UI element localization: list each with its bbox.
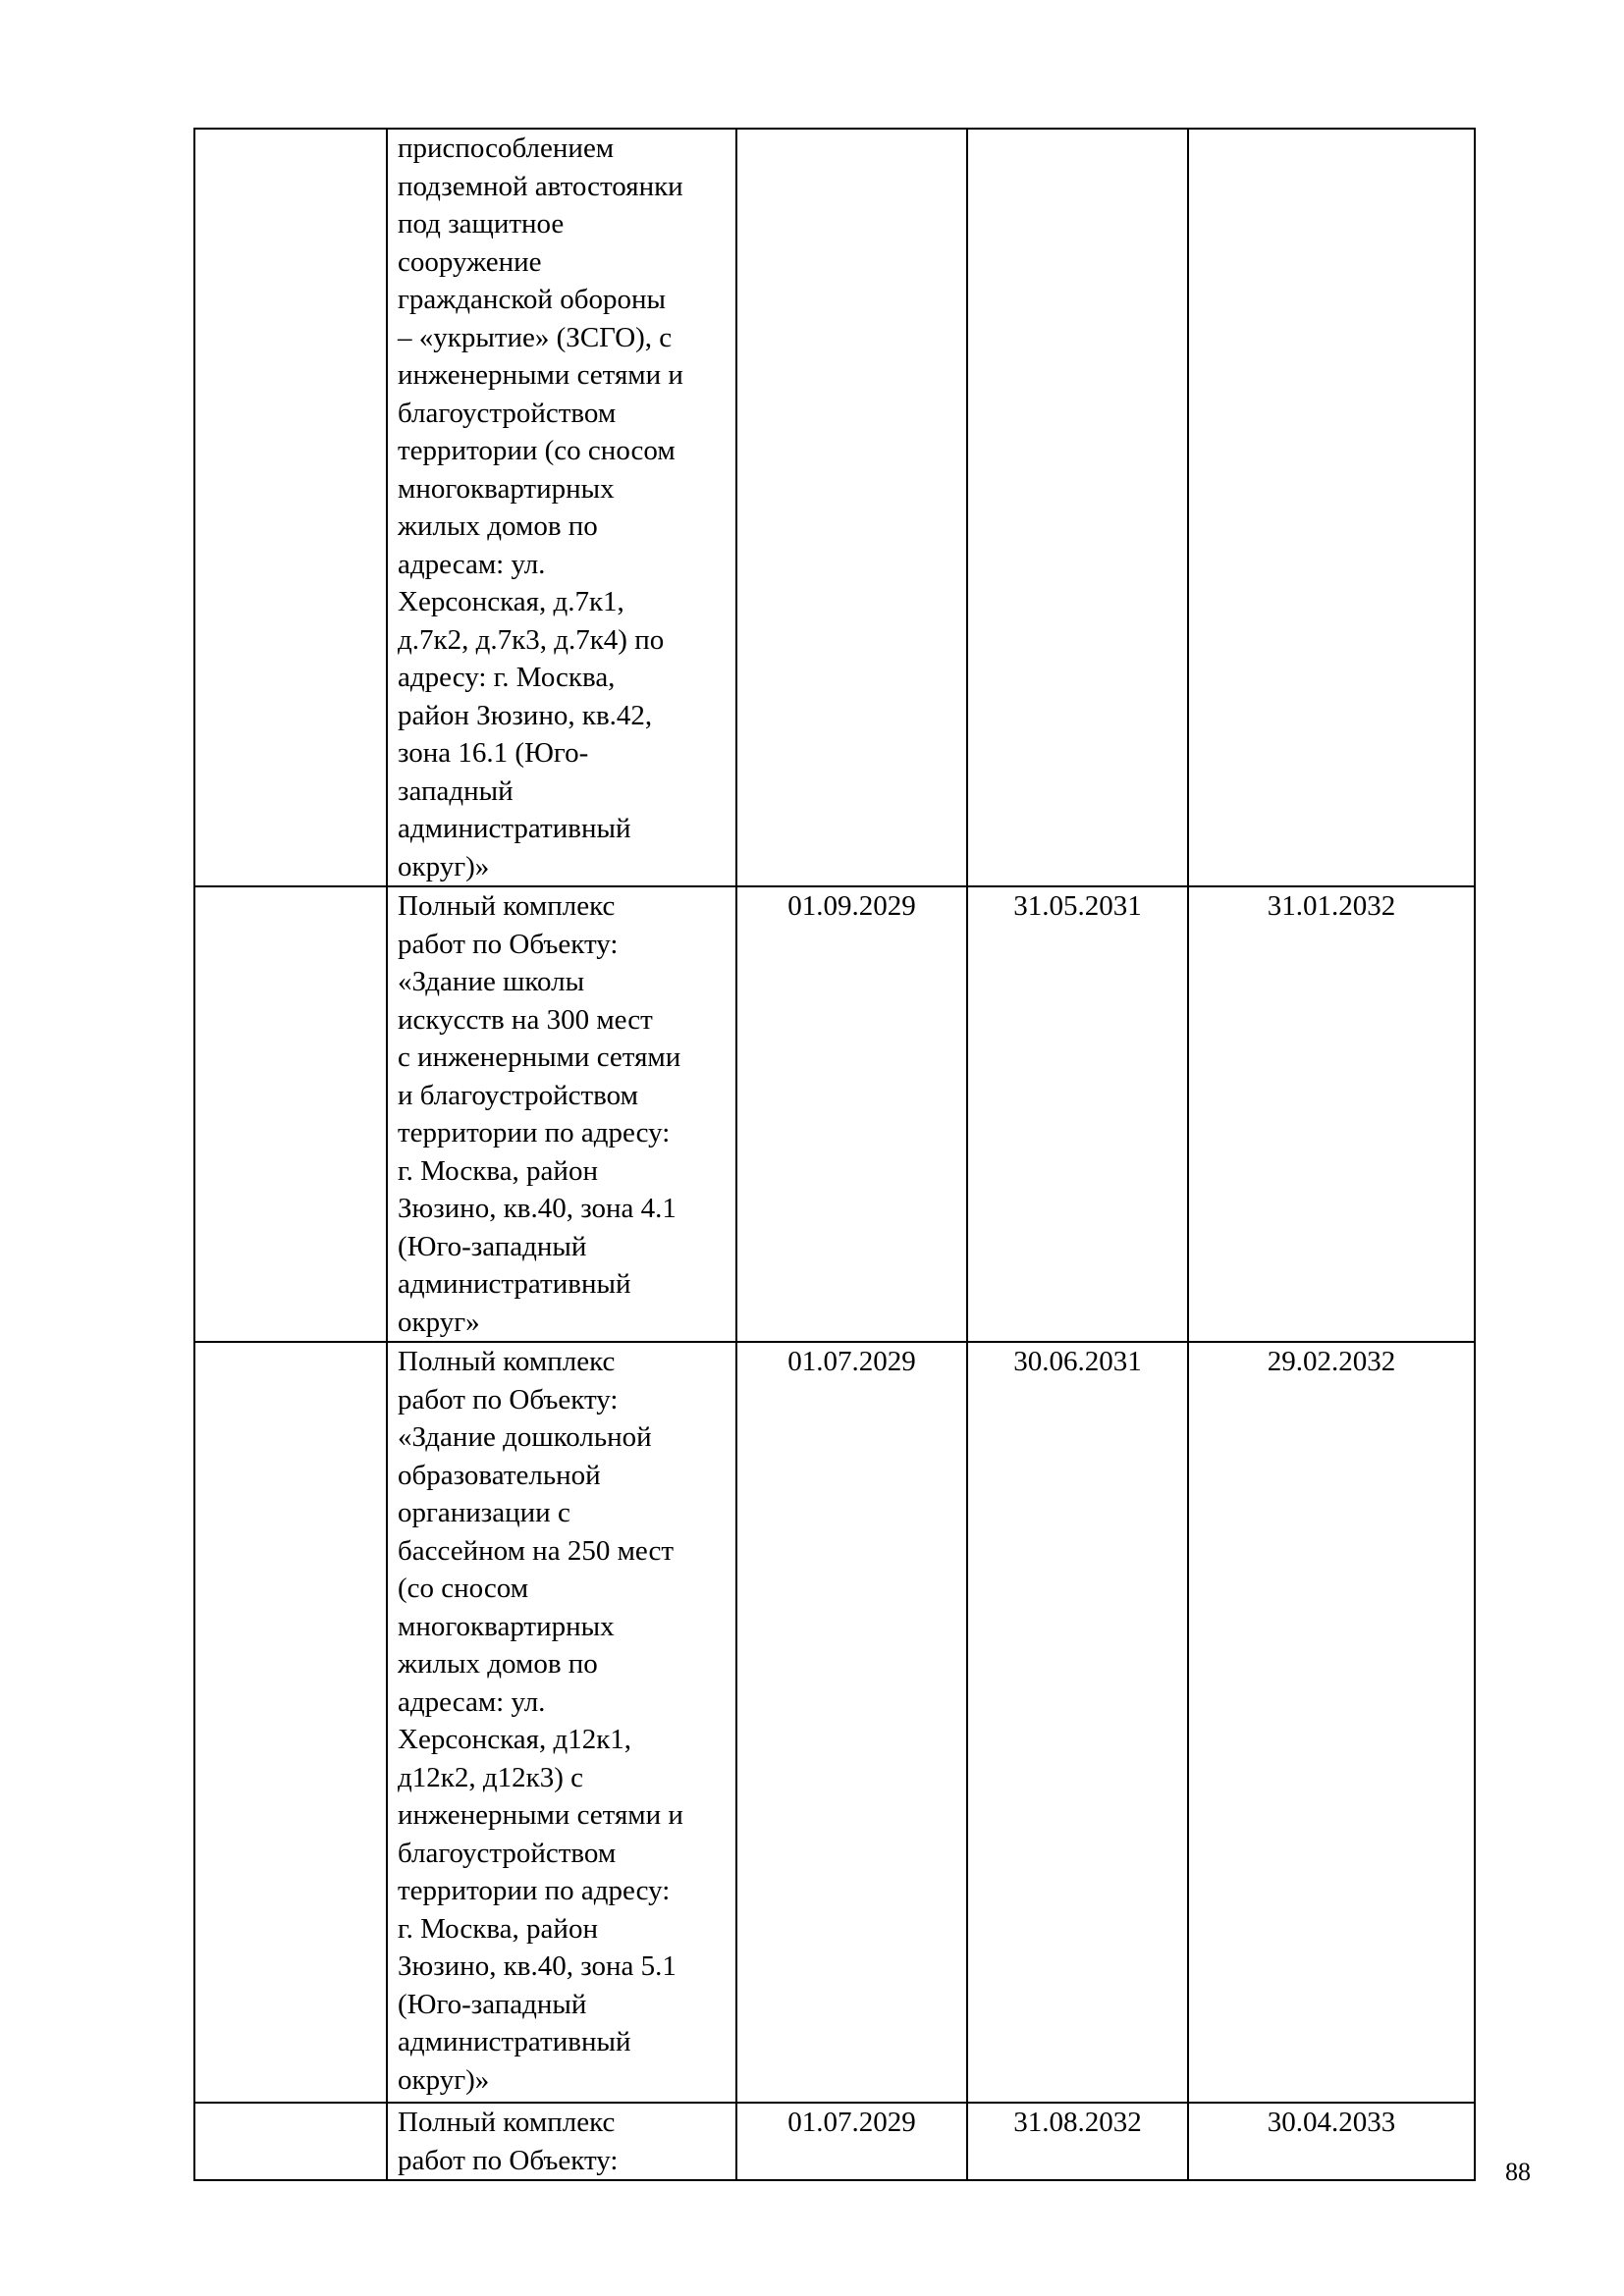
description-line: и благоустройством <box>398 1079 638 1111</box>
description-line: благоустройством <box>398 397 617 429</box>
description-line: благоустройством <box>398 1837 617 1869</box>
description-line: округ)» <box>398 850 490 882</box>
table-body <box>194 129 1475 2180</box>
description-line: территории по адресу: <box>398 1117 671 1148</box>
description-line: бассейном на 250 мест <box>398 1534 675 1567</box>
description-line: инженерными сетями и <box>398 359 683 391</box>
number-cell <box>194 1342 387 2103</box>
final-date-cell: 29.02.2032 <box>1188 1342 1475 2103</box>
description-line: гражданской обороны <box>398 284 666 315</box>
description-line: под защитное <box>398 208 565 240</box>
description-line: округ» <box>398 1306 480 1338</box>
description-line: д12к2, д12к3) с <box>398 1761 583 1793</box>
description-line: работ по Объекту: <box>398 1383 619 1415</box>
end-date-cell <box>967 129 1188 886</box>
description-line: территории (со сносом <box>398 435 676 466</box>
description-line: административный <box>398 2026 631 2057</box>
description-line: административный <box>398 1268 631 1300</box>
description-line: работ по Объекту: <box>398 2144 619 2176</box>
description-line: г. Москва, район <box>398 1154 598 1187</box>
start-date-cell: 01.09.2029 <box>736 886 967 1342</box>
end-date-cell: 30.06.2031 <box>967 1342 1188 2103</box>
description-line: административный <box>398 813 631 844</box>
description-line: образовательной <box>398 1459 601 1491</box>
description-line: адресу: г. Москва, <box>398 662 616 693</box>
description-line: г. Москва, район <box>398 1912 598 1945</box>
start-date-cell: 01.07.2029 <box>736 1342 967 2103</box>
description-line: жилых домов по <box>398 1648 598 1680</box>
final-date-cell <box>1188 129 1475 886</box>
table-row <box>194 886 1475 1342</box>
object-description-cell <box>387 886 736 1342</box>
description-line: территории по адресу: <box>398 1875 671 1906</box>
page-number: 88 <box>1505 2158 1531 2186</box>
start-date-cell <box>736 129 967 886</box>
number-cell <box>194 886 387 1342</box>
description-line: Полный комплекс <box>398 890 616 922</box>
description-line: работ по Объекту: <box>398 928 619 960</box>
description-line: адресам: ул. <box>398 548 546 580</box>
final-date-cell: 30.04.2033 <box>1188 2103 1475 2180</box>
table-row <box>194 2103 1475 2180</box>
description-line: Херсонская, д.7к1, <box>398 586 624 617</box>
description-line: жилых домов по <box>398 510 598 542</box>
description-line: Полный комплекс <box>398 2107 616 2138</box>
schedule-table <box>193 128 1476 2181</box>
description-line: инженерными сетями и <box>398 1799 683 1831</box>
final-date-cell: 31.01.2032 <box>1188 886 1475 1342</box>
description-line: подземной автостоянки <box>398 170 683 202</box>
number-cell <box>194 129 387 886</box>
description-line: «Здание дошкольной <box>398 1421 652 1453</box>
description-line: Херсонская, д12к1, <box>398 1724 632 1755</box>
table-row <box>194 1342 1475 2103</box>
description-line: зона 16.1 (Юго- <box>398 737 589 769</box>
description-line: Полный комплекс <box>398 1346 616 1377</box>
description-line: округ)» <box>398 2063 490 2096</box>
object-description-cell <box>387 129 736 886</box>
description-line: (со сносом <box>398 1573 529 1604</box>
description-line: западный <box>398 774 514 807</box>
description-line: многоквартирных <box>398 1610 615 1642</box>
end-date-cell: 31.05.2031 <box>967 886 1188 1342</box>
start-date-cell: 01.07.2029 <box>736 2103 967 2180</box>
end-date-cell: 31.08.2032 <box>967 2103 1188 2180</box>
description-line: сооружение <box>398 245 542 278</box>
description-line: многоквартирных <box>398 472 615 505</box>
description-line: (Юго-западный <box>398 1230 587 1262</box>
description-line: Зюзино, кв.40, зона 5.1 <box>398 1950 677 1982</box>
description-line: адресам: ул. <box>398 1685 546 1718</box>
number-cell <box>194 2103 387 2180</box>
object-description-cell <box>387 1342 736 2103</box>
description-line: район Зюзино, кв.42, <box>398 699 653 731</box>
description-line: приспособлением <box>398 133 615 164</box>
description-line: д.7к2, д.7к3, д.7к4) по <box>398 623 665 656</box>
description-line: «Здание школы <box>398 966 585 997</box>
description-line: – «укрытие» (ЗСГО), с <box>398 321 673 353</box>
description-line: с инженерными сетями <box>398 1041 681 1073</box>
description-line: (Юго-западный <box>398 1988 587 2020</box>
object-description-cell <box>387 2103 736 2180</box>
description-line: организации с <box>398 1497 570 1528</box>
table-row <box>194 129 1475 886</box>
description-line: Зюзино, кв.40, зона 4.1 <box>398 1193 677 1224</box>
description-line: искусств на 300 мест <box>398 1003 653 1036</box>
